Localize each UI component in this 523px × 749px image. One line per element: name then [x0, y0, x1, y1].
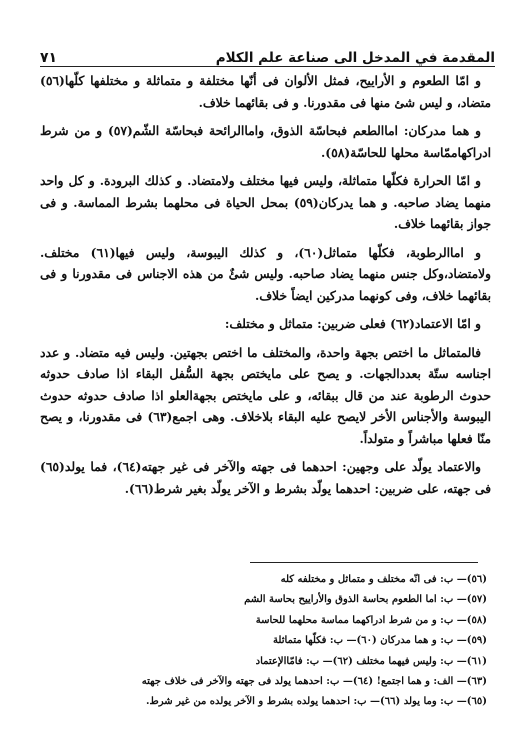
footnote: (٥٨)— ب: و من شرط ادراكهما مماسة محلهما للحاسة: [255, 614, 487, 626]
footnote-rule: [250, 562, 478, 563]
footnote: (٥٩)— ب: و هما مدركان (٦٠)— ب: فكلّها متماثلة: [273, 635, 487, 647]
header-rule: [40, 66, 495, 67]
paragraph: والاعتماد يولّد على وجهين: احدهما فى جهته والآخر فى غير جهته(٦٤)، فما يولد(٦٥) فى جهته، على ضربين: احدهما يولّد بشرط و الآخر يولّد بغير شرط(٦٦).: [40, 459, 491, 496]
footnote: (٥٧)— ب: اما الطعوم بحاسة الذوق والأراييح بحاسة الشم: [244, 594, 487, 606]
paragraph: و امّا الطعوم و الأراييح، فمثل الألوان فى أنّها مختلفة و متماثلة و مختلفها كلّها(٥٦) متضاد، و ليس شئ منها فى مقدورنا. و فى بقائهما خلاف.: [40, 73, 491, 110]
page-header: [40, 40, 495, 66]
paragraph: و امّا الحرارة فكلّها متماثلة، وليس فيها مختلف ولامتضاد. و كذلك البرودة. و كل واحد منهما يضاد صاحبه. و هما يدركان(٥٩) بمحل الحياة فى محلهما بشرط المماسة. و فى جواز بقائهما خلاف.: [40, 173, 491, 231]
paragraph: و امّا الاعتماد(٦٢) فعلى ضربين: متماثل و مختلف:: [224, 316, 481, 331]
paragraph: فالمتماثل ما اختص بجهة واحدة، والمختلف ما اختص بجهتين. وليس فيه متضاد. و عدد اجناسه ستّة بعددالجهات. و يصح على مايختص بجهة السُّفل البقاء اذا صادف حدوثه حدوث الرطوبة عند من قال ببقائه، و على مايختص بجهةالعلو اذا صادف حدوثه حدوث اليبوسة والأجناس الأخر لايصح عليه البقاء بلاخلاف. وهى اجمع(٦٣) فى مقدورنا، و يصح منّا فعلها مباشراً و متولداً.: [40, 344, 491, 446]
footnote: (٦٥)— ب: وما يولد (٦٦)— ب: احدهما يولده بشرط و الآخر يولده من غير شرط.: [146, 696, 487, 708]
paragraph: و هما مدركان: اماالطعم فبحاسّة الذوق، واماالرائحة فبحاسّة الشّم(٥٧) و من شرط ادراكهاممّاسة محلها للحاسّة(٥٨).: [40, 123, 491, 160]
footnote: (٥٦)— ب: فى انّه مختلف و متماثل و مختلفه كله: [280, 574, 487, 585]
body-text: [40, 70, 491, 506]
paragraph: و اماالرطوبة، فكلّها متماثل(٦٠)، و كذلك اليبوسة، وليس فيها(٦١) مختلف. ولامتضاد،وكل جنس منهما يضاد صاحبه. وليس شئٌ من هذه الاجناس فى مقدورنا و فى بقائهما خلاف، وفى كونهما مدركين ايضاً خلاف.: [40, 244, 491, 303]
running-head: المقدمة في المدخل الى صناعة علم الكلام: [215, 50, 495, 66]
footnote: (٦١)— ب: وليس فيهما مختلف (٦٢)— ب: فامّاالإعتماد: [255, 655, 487, 667]
page-number: ٧١: [40, 50, 58, 66]
footnotes: [40, 570, 487, 713]
footnote: (٦٣)— الف: و هما اجتمع! (٦٤)— ب: احدهما يولد فى جهته والآخر فى خلاف جهته: [141, 676, 487, 688]
